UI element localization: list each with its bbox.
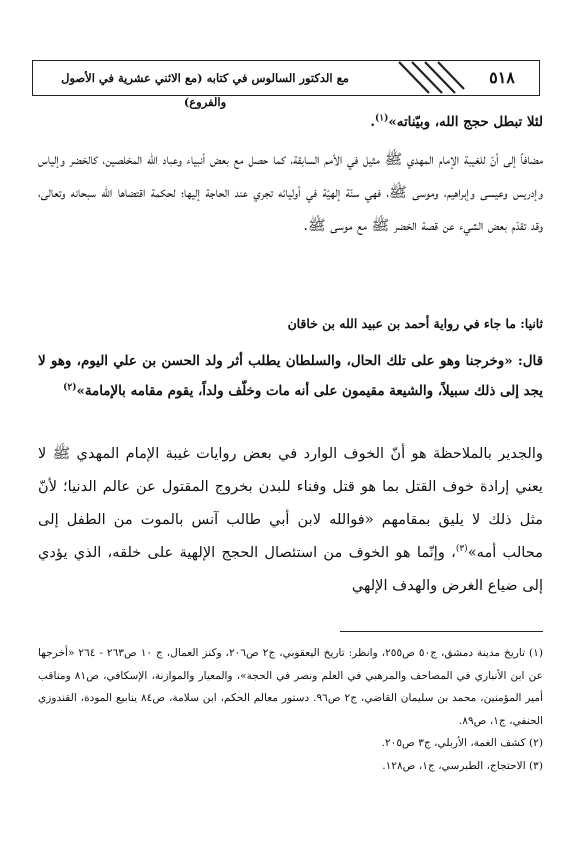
- paragraph-1-text: لئلا تبطل حجج الله، وبيّناته»: [388, 114, 543, 130]
- paragraph-3-text: قال: «وخرجنا وهو على تلك الحال، والسلطان يطلب أثر ولد الحسن بن علي اليوم، وهو لا يجد إلى ذلك سبيلاً، والشيعة مقيمون على أنه مات وخلّف ولداً، يقوم مقامه بالإمامة»: [38, 353, 543, 399]
- footnote-2: (٢) كشف الغمة، الأربلي، ج٣ ص٢٠٥.: [381, 737, 543, 749]
- paragraph-3: [38, 346, 543, 406]
- footnote-1: (١) تاريخ مدينة دمشق، ج٥٠ ص٢٥٥، وانظر: تاريخ اليعقوبي، ج٢ ص٢٠٦، وكنز العمال، ج ١٠ ص٢٦٣ - ٢٦٤ «أخرجها عن ابن الأنباري في المصاحف والمرهبي في العلم ونصر في الحجة»، والمعيار والموازنة، الإسكافي، ص٨١ ومناقب أمير المؤمنين، محمد بن سليمان القاضي، ج٢ ص٩٦. دستور معالم الحكم، ابن سلامة، ص٨٤ ينابيع المودة، القندوزي الحنفي، ج١، ص٨٩.: [38, 647, 543, 727]
- header-slash-ornament-icon: [395, 61, 465, 94]
- paragraph-2: مضافاً إلى أنّ للغيبة الإمام المهدي ﷺ مثيل في الأمم السابقة، كما حصل مع بعض أنبياء وعباد الله المخلصين، كالخضر وإلياس وإدريس وعيسى وإبراهيم، وموسى ﷺ، فهي سنّة إلهيّة في أوليائه تجري عند الحاجة إليها؛ لحكمة اقتضاها الله سبحانه وتعالى، وقد تقدّم بعض الشيء عن قصة الخضر ﷺ مع موسى ﷺ.: [38, 151, 543, 234]
- paragraph-4-text-b: ، وإنّما هو الخوف من استئصال الحجج الإلهية على خلقه، الذي يؤدي إلى ضياع الغرض والهدف الإلهي: [38, 544, 543, 594]
- footnote-ref-3: (٣): [455, 544, 468, 555]
- running-header-title: مع الدكتور السالوس في كتابه (مع الاثني عشرية في الأصول والفروع): [61, 71, 349, 109]
- section-heading: ثانيا: ما جاء في رواية أحمد بن عبيد الله بن خاقان: [287, 316, 543, 331]
- footnotes: [38, 642, 543, 777]
- paragraph-4-text-a: والجدير بالملاحظة هو أنّ الخوف الوارد في بعض روايات غيبة الإمام المهدي ﷺ لا يعني إرادة خوف القتل بما هو قتل وفناء للبدن بخروج المقتول عن عالم الدنيا؛ لأنّ مثل ذلك لا يليق بمقامهم «فوالله لابن أبي طالب آنس بالموت من الطفل إلى محالب أمه»: [38, 445, 543, 561]
- footnote-ref-1: (١): [375, 113, 389, 124]
- footnote-3: (٣) الاحتجاج، الطبرسي، ج١، ص١٢٨.: [382, 759, 543, 772]
- paragraph-4: [38, 437, 543, 602]
- footnote-separator: [340, 631, 543, 632]
- page-number: ٥١٨: [489, 68, 515, 87]
- paragraph-1-end: .: [370, 114, 376, 130]
- footnote-ref-2: (٢): [63, 382, 77, 393]
- paragraph-1: [38, 107, 543, 137]
